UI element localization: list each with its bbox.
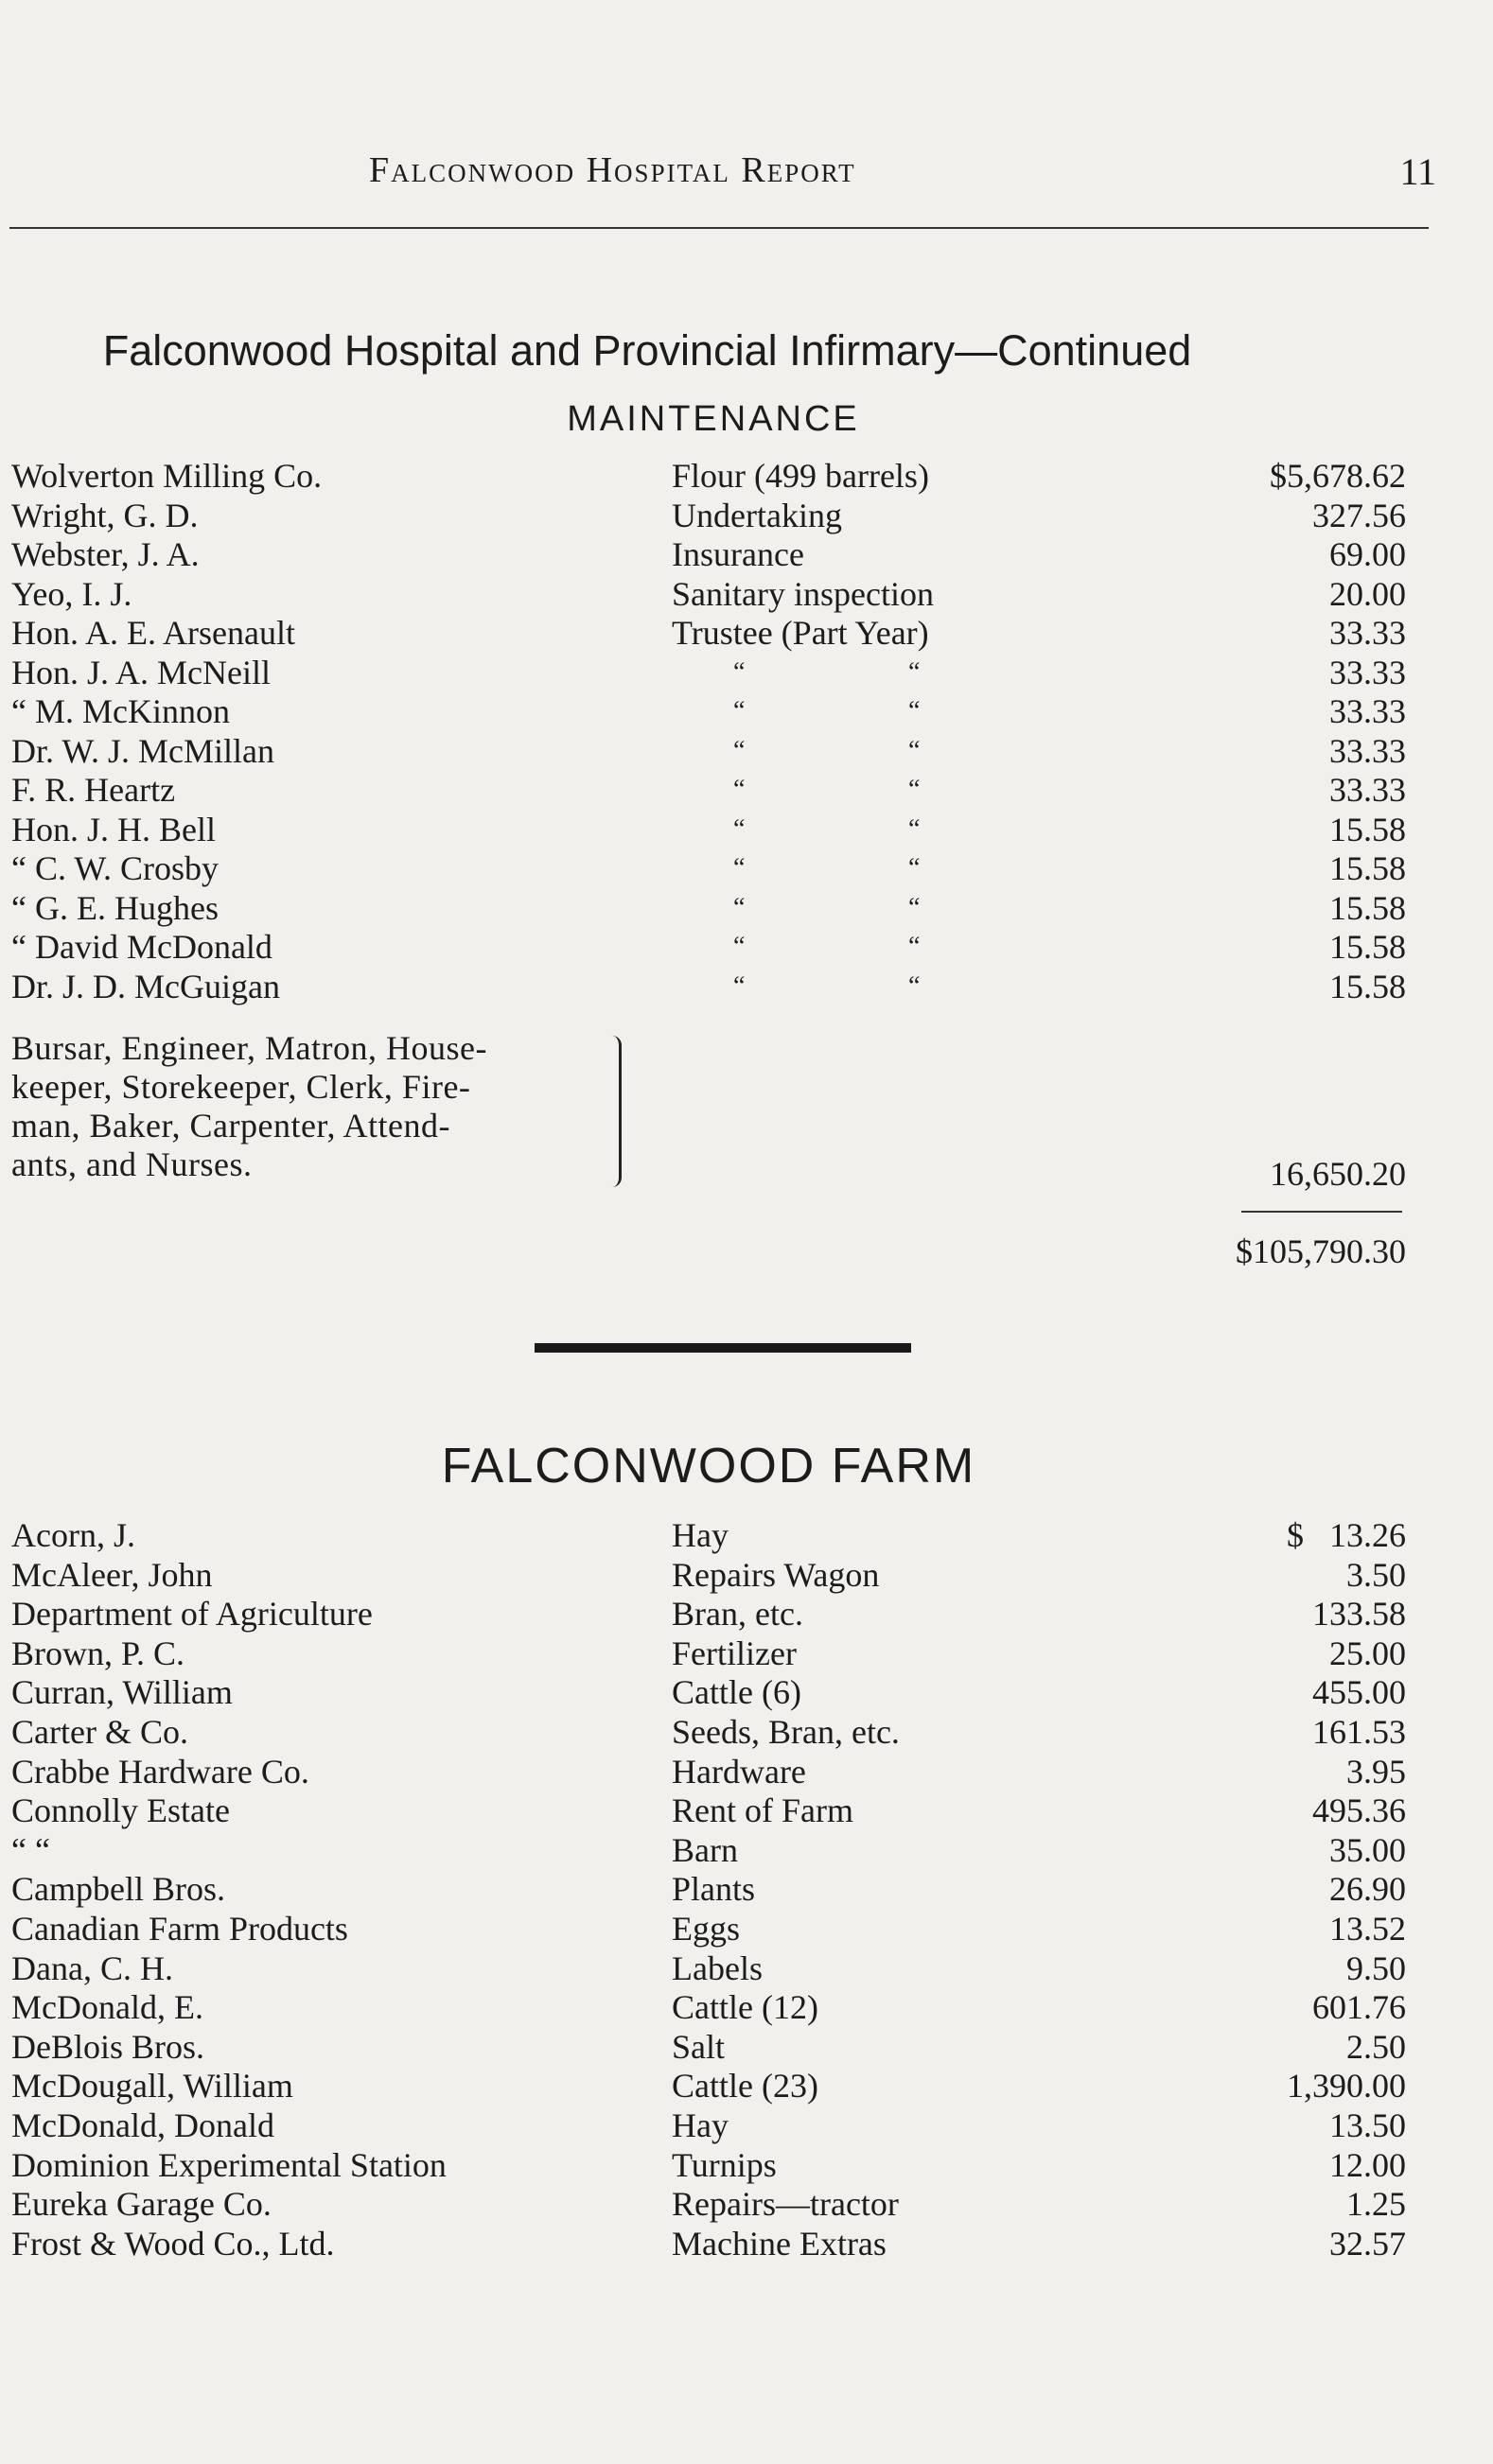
item-description: Fertilizer [672,1634,797,1672]
amount-value: 13.52 [1329,1910,1406,1948]
ditto-mark: “ [733,970,746,1001]
table-row [0,731,1493,771]
payee-name: Campbell Bros. [11,1870,225,1909]
amount-value: $5,678.62 [1270,457,1406,495]
bracket-brace [606,1036,622,1187]
payee-name: Brown, P. C. [11,1634,185,1672]
table-row [0,1515,1493,1555]
item-description: Hay [672,2106,729,2144]
total-rule [1241,1211,1402,1213]
payee-name: McDonald, E. [11,1988,203,2027]
ditto-mark: “ [733,892,746,922]
table-row [0,1948,1493,1988]
payee-name: Wright, G. D. [11,496,199,534]
table-row [0,574,1493,614]
table-row [0,1752,1493,1791]
payee-name: Dana, C. H. [11,1948,173,1987]
staff-amount: 16,650.20 [1270,1155,1406,1193]
item-description: Barn [672,1830,738,1869]
amount-value: 3.50 [1346,1555,1406,1594]
item-description: Repairs—tractor [672,2185,899,2224]
table-row [0,1830,1493,1870]
payee-name: Dr. W. J. McMillan [11,731,275,770]
payee-name: Hon. J. A. McNeill [11,653,271,691]
ditto-mark: “ [908,892,921,922]
payee-name: DeBlois Bros. [11,2027,205,2066]
ditto-mark: “ [908,696,921,725]
item-description: Undertaking [672,496,842,534]
ditto-mark: “ [908,813,921,844]
payee-name: Crabbe Hardware Co. [11,1752,309,1791]
item-description: Cattle (12) [672,1988,818,2027]
payee-name: Connolly Estate [11,1791,230,1830]
table-row [0,1555,1493,1595]
payee-name: “ “ [11,1830,50,1869]
payee-name: Webster, J. A. [11,535,200,573]
amount-value: 455.00 [1312,1673,1406,1712]
ditto-mark: “ [733,813,746,844]
payee-name: Dominion Experimental Station [11,2145,447,2184]
ditto-mark: “ [908,656,921,687]
payee-name: McAleer, John [11,1555,213,1594]
table-row [0,888,1493,928]
item-description: Insurance [672,535,804,573]
item-description: Hay [672,1516,729,1554]
header-rule [9,227,1429,229]
table-row [0,967,1493,1006]
payee-name: “ G. E. Hughes [11,888,219,927]
table-row [0,1909,1493,1948]
payee-name: Carter & Co. [11,1713,188,1751]
payee-name: McDonald, Donald [11,2106,274,2144]
payee-name: Department of Agriculture [11,1595,373,1634]
ditto-mark: “ [733,775,746,804]
amount-value: 327.56 [1312,496,1406,534]
amount-value: 133.58 [1312,1595,1406,1634]
item-description: Trustee (Part Year) [672,614,929,652]
item-description: Rent of Farm [672,1791,853,1830]
table-row [0,1712,1493,1752]
table-row [0,2145,1493,2185]
table-row [0,1634,1493,1673]
table-row [0,2224,1493,2263]
payee-name: Hon. A. E. Arsenault [11,614,295,652]
table-row [0,1594,1493,1634]
running-title: Falconwood Hospital Report [369,150,856,190]
amount-value: 35.00 [1329,1830,1406,1869]
table-row [0,2184,1493,2224]
amount-value: 33.33 [1329,614,1406,652]
staff-line: man, Baker, Carpenter, Attend- [11,1107,450,1145]
item-description: Eggs [672,1910,740,1948]
table-row [0,613,1493,653]
amount-value: 26.90 [1329,1870,1406,1909]
section-divider [535,1343,911,1353]
running-head [0,149,1493,197]
amount-value: 32.57 [1329,2224,1406,2263]
page-number: 11 [1399,150,1436,193]
table-row [0,1987,1493,2027]
amount-value: 1.25 [1346,2185,1406,2224]
item-description: Seeds, Bran, etc. [672,1713,900,1751]
continued-section-title: Falconwood Hospital and Provincial Infirmary—Continued [102,326,1192,375]
amount-value: 69.00 [1329,535,1406,573]
farm-title: FALCONWOOD FARM [441,1439,976,1494]
payee-name: Canadian Farm Products [11,1910,348,1948]
ditto-mark: “ [733,696,746,725]
amount-value: 33.33 [1329,771,1406,809]
item-description: Labels [672,1948,763,1987]
payee-name: Wolverton Milling Co. [11,457,323,495]
dollar-sign: $ [1287,1516,1304,1554]
table-row [0,1869,1493,1909]
item-description: Plants [672,1870,756,1909]
ditto-mark: “ [733,735,746,765]
amount-value: 33.33 [1329,731,1406,770]
item-description: Machine Extras [672,2224,887,2263]
item-description: Cattle (6) [672,1673,801,1712]
item-description: Turnips [672,2145,777,2184]
amount-value: 13.50 [1329,2106,1406,2144]
table-row [0,2027,1493,2067]
amount-value: 15.58 [1329,810,1406,848]
table-row [0,496,1493,535]
table-row [0,927,1493,967]
amount-value: 601.76 [1312,1988,1406,2027]
amount-value: 12.00 [1329,2145,1406,2184]
table-row [0,810,1493,849]
payee-name: Eureka Garage Co. [11,2185,272,2224]
item-description: Hardware [672,1752,806,1791]
grand-total: $105,790.30 [1236,1232,1406,1270]
table-row [0,534,1493,574]
staff-line: Bursar, Engineer, Matron, House- [11,1029,487,1067]
item-description: Flour (499 barrels) [672,457,929,495]
item-description: Bran, etc. [672,1595,803,1634]
table-row [0,1672,1493,1712]
ditto-mark: “ [908,853,921,882]
amount-value: 33.33 [1329,653,1406,691]
payee-name: F. R. Heartz [11,771,176,809]
payee-name: “ David McDonald [11,928,272,966]
item-description: Sanitary inspection [672,574,934,613]
amount-value: 15.58 [1329,928,1406,966]
payee-name: “ M. McKinnon [11,692,230,730]
payee-name: Curran, William [11,1673,233,1712]
table-row [0,456,1493,496]
amount-value: 15.58 [1329,849,1406,887]
staff-description [11,1029,617,1184]
amount-value: 2.50 [1346,2027,1406,2066]
staff-line: ants, and Nurses. [11,1145,253,1183]
table-row [0,848,1493,888]
table-row [0,2106,1493,2145]
table-row [0,770,1493,810]
ditto-mark: “ [733,853,746,882]
maintenance-title: MAINTENANCE [567,399,860,439]
amount-value: 161.53 [1312,1713,1406,1751]
payee-name: Hon. J. H. Bell [11,810,216,848]
payee-name: “ C. W. Crosby [11,849,220,887]
amount-value: 13.26 [1329,1516,1406,1554]
payee-name: Dr. J. D. McGuigan [11,967,280,1005]
item-description: Salt [672,2027,726,2066]
table-row [0,2066,1493,2106]
amount-value: 25.00 [1329,1634,1406,1672]
amount-value: 20.00 [1329,574,1406,613]
payee-name: Yeo, I. J. [11,574,132,613]
table-row [0,691,1493,731]
ditto-mark: “ [908,970,921,1001]
item-description: Cattle (23) [672,2067,818,2106]
ditto-mark: “ [908,735,921,765]
table-row [0,653,1493,692]
ditto-mark: “ [908,932,921,961]
amount-value: 1,390.00 [1287,2067,1406,2106]
amount-value: 495.36 [1312,1791,1406,1830]
amount-value: 9.50 [1346,1948,1406,1987]
staff-line: keeper, Storekeeper, Clerk, Fire- [11,1068,471,1106]
ditto-mark: “ [908,775,921,804]
payee-name: Frost & Wood Co., Ltd. [11,2224,335,2263]
ditto-mark: “ [733,932,746,961]
payee-name: Acorn, J. [11,1516,135,1554]
amount-value: 3.95 [1346,1752,1406,1791]
item-description: Repairs Wagon [672,1555,880,1594]
ditto-mark: “ [733,656,746,687]
payee-name: McDougall, William [11,2067,293,2106]
amount-value: 15.58 [1329,967,1406,1005]
amount-value: 15.58 [1329,888,1406,927]
table-row [0,1791,1493,1830]
amount-value: 33.33 [1329,692,1406,730]
